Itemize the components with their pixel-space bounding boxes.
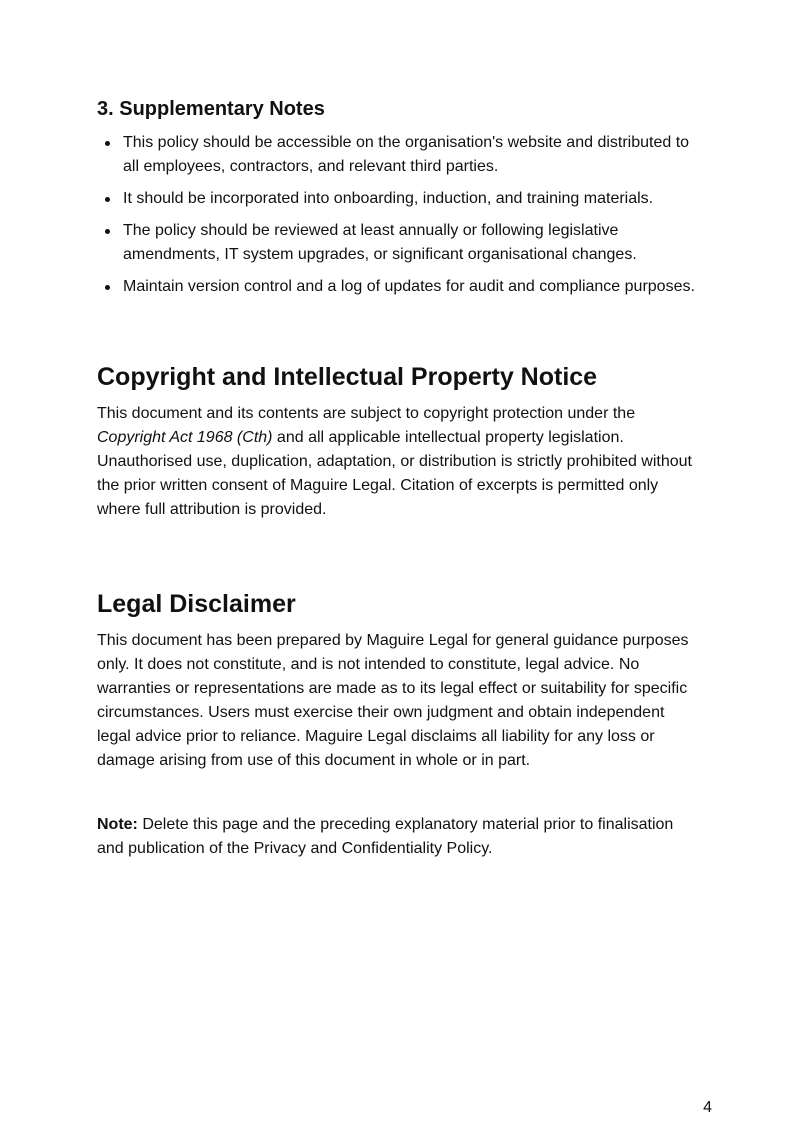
supplementary-notes-heading: 3. Supplementary Notes <box>97 98 325 120</box>
supplementary-notes-list <box>97 131 697 299</box>
legal-disclaimer-section <box>97 588 697 773</box>
copyright-paragraph <box>97 402 697 522</box>
list-item: It should be incorporated into onboarding, induction, and training materials. <box>123 187 697 211</box>
copyright-text-start: This document and its contents are subject to copyright protection under the <box>97 405 636 422</box>
document-page <box>97 96 697 861</box>
copyright-section <box>97 361 697 522</box>
list-item: Maintain version control and a log of updates for audit and compliance purposes. <box>123 275 697 299</box>
page-number: 4 <box>703 1099 712 1116</box>
note-text: Delete this page and the preceding explanatory material prior to finalisation and publication of the Privacy and Confidentiality Policy. <box>97 816 674 857</box>
supplementary-notes-section <box>97 96 697 299</box>
legal-disclaimer-paragraph: This document has been prepared by Maguire Legal for general guidance purposes only. It does not constitute, and is not intended to constitute, legal advice. No warranties or representations are made as to its legal effect or suitability for specific circumstances. Users must exercise their own judgment and obtain independent legal advice prior to reliance. Maguire Legal disclaims all liability for any loss or damage arising from use of this document in whole or in part. <box>97 632 689 769</box>
note-label: Note: <box>97 816 138 833</box>
note-paragraph <box>97 813 697 861</box>
legal-disclaimer-heading: Legal Disclaimer <box>97 590 296 618</box>
list-item: This policy should be accessible on the organisation's website and distributed to all employees, contractors, and relevant third parties. <box>123 131 697 179</box>
note-section <box>97 813 697 861</box>
list-item: The policy should be reviewed at least annually or following legislative amendments, IT system upgrades, or significant organisational changes. <box>123 219 697 267</box>
copyright-text-end: and all applicable intellectual property legislation. Unauthorised use, duplication, adaptation, or distribution is strictly prohibited without the prior written consent of Maguire Legal. Citation of excerpts is permitted only where full attribution is provided. <box>97 429 692 518</box>
copyright-act-name: Copyright Act 1968 (Cth) <box>97 429 273 446</box>
copyright-heading: Copyright and Intellectual Property Notice <box>97 363 598 391</box>
